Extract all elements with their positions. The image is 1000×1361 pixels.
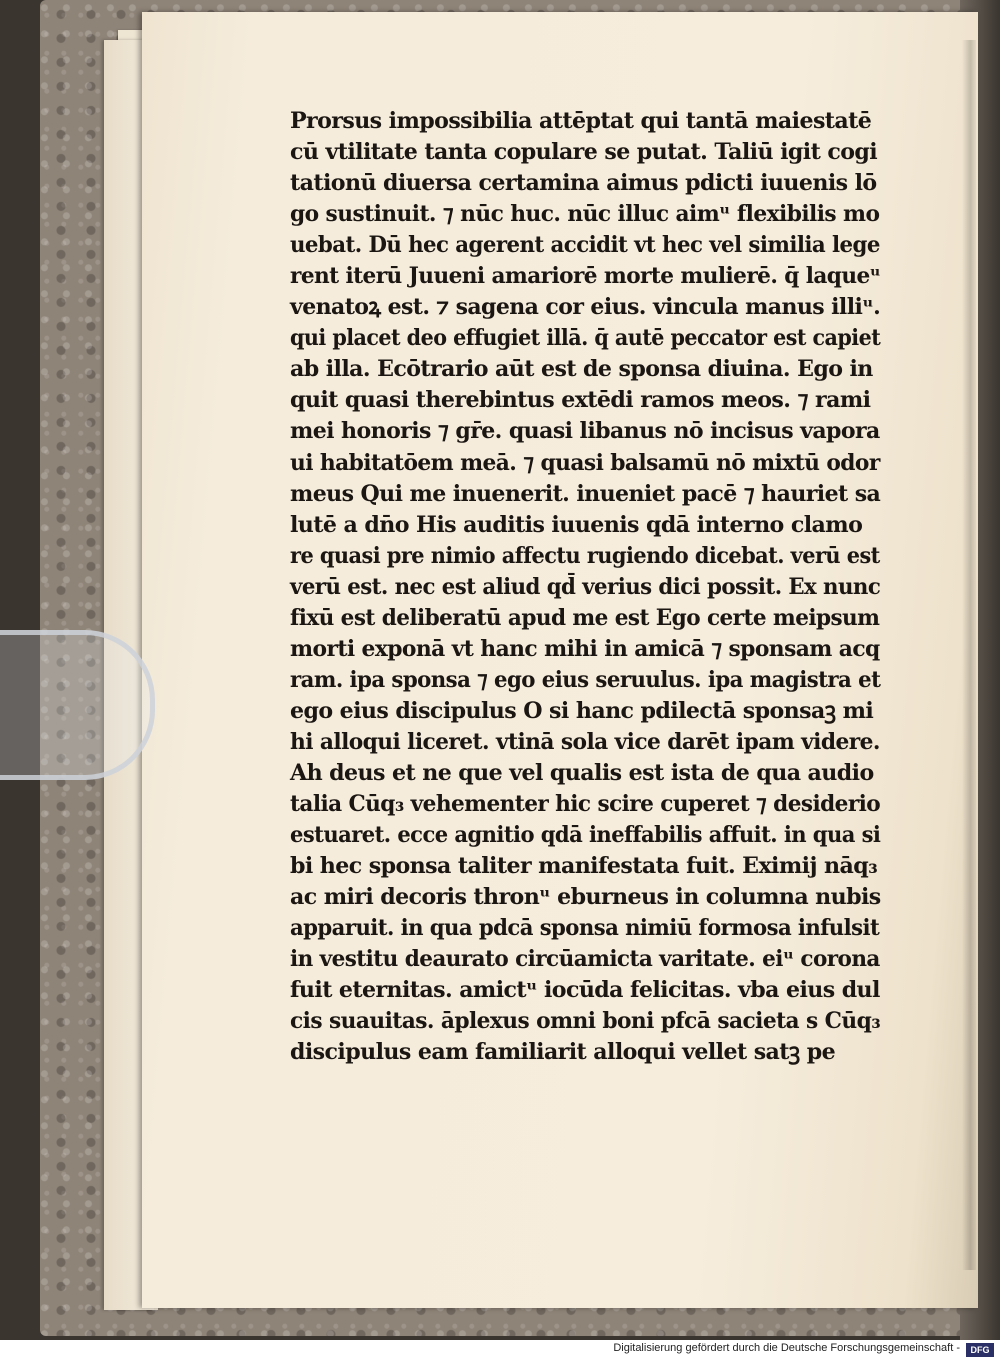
text-line: estuaret. ecce agnitio qdā ineffabilis affuit. in qua si: [290, 822, 881, 849]
text-line: lutē a dn̄o His auditis iuuenis qdā interno clamo: [290, 511, 863, 538]
text-line: rent iterū Juueni amariorē morte mulierē. q̄ laqueᵘ: [290, 263, 881, 290]
text-line: meus Qui me inuenerit. inueniet pacē ⁊ hauriet sa: [290, 480, 881, 507]
text-line: ego eius discipulus O si hanc pdilectā sponsaꝫ mi: [290, 697, 874, 724]
text-line: cis suauitas. āplexus omni boni pfcā sacieta s Cūq₃: [290, 1008, 881, 1035]
plastic-clip: [0, 630, 155, 780]
text-line: in vestitu deaurato circūamicta varitate. eiᵘ corona: [290, 946, 880, 973]
text-line: apparuit. in qua pdcā sponsa nimiū formosa infulsit: [290, 915, 880, 942]
text-line: discipulus eam familiarit alloqui vellet satꝫ pe: [290, 1039, 836, 1066]
text-line: venatoꝝ est. ⁊ sagena cor eius. vincula manus illiᵘ.: [290, 294, 881, 321]
text-line: Ah deus et ne que vel qualis est ista de qua audio: [290, 759, 874, 786]
text-line: ram. ipa sponsa ⁊ ego eius seruulus. ipa magistra et: [290, 666, 881, 693]
footer-bar: [0, 1340, 1000, 1361]
text-line: morti exponā vt hanc mihi in amicā ⁊ sponsam acq: [290, 635, 880, 662]
text-line: quit quasi therebintus extēdi ramos meos. ⁊ rami: [290, 387, 871, 414]
text-line: talia Cūq₃ vehementer hic scire cuperet ⁊ desiderio: [290, 791, 881, 818]
text-line: Prorsus impossibilia attēptat qui tantā maiestatē: [290, 108, 872, 134]
text-line: fuit eternitas. amictᵘ iocūda felicitas. vba eius dul: [290, 977, 880, 1004]
text-line: re quasi pre nimio affectu rugiendo dicebat. verū est: [290, 542, 880, 569]
page-text: [290, 106, 890, 1068]
text-line: go sustinuit. ⁊ nūc huc. nūc illuc aimᵘ flexibilis mo: [290, 201, 880, 228]
text-line: fixū est deliberatū apud me est Ego certe meipsum: [290, 604, 880, 631]
text-line: cū vtilitate tanta copulare se putat. Taliū igit cogi: [290, 139, 878, 166]
text-line: ac miri decoris thronᵘ eburneus in columna nubis: [290, 884, 881, 911]
text-line: bi hec sponsa taliter manifestata fuit. Eximij nāq₃: [290, 853, 878, 880]
text-line: mei honoris ⁊ gr̄e. quasi libanus nō incisus vapora: [290, 418, 880, 445]
funding-credit: Digitalisierung gefördert durch die Deutsche Forschungsgemeinschaft -: [613, 1342, 960, 1354]
gutter-shadow: [962, 40, 976, 1270]
text-line: verū est. nec est aliud qd̄ verius dici possit. Ex nunc: [290, 573, 881, 600]
text-line: tationū diuersa certamina aimus pdicti iuuenis lō: [290, 170, 877, 197]
text-line: hi alloqui liceret. vtinā sola vice darēt ipam videre.: [290, 728, 880, 755]
dfg-logo: DFG: [966, 1343, 994, 1357]
text-line: uebat. Dū hec agerent accidit vt hec vel similia lege: [290, 232, 880, 259]
text-line: ab illa. Ecōtrario aūt est de sponsa diuina. Ego in: [290, 356, 873, 383]
text-line: qui placet deo effugiet illā. q̄ autē peccator est capiet: [290, 325, 881, 352]
text-line: ui habitatōem meā. ⁊ quasi balsamū nō mixtū odor: [290, 449, 880, 476]
